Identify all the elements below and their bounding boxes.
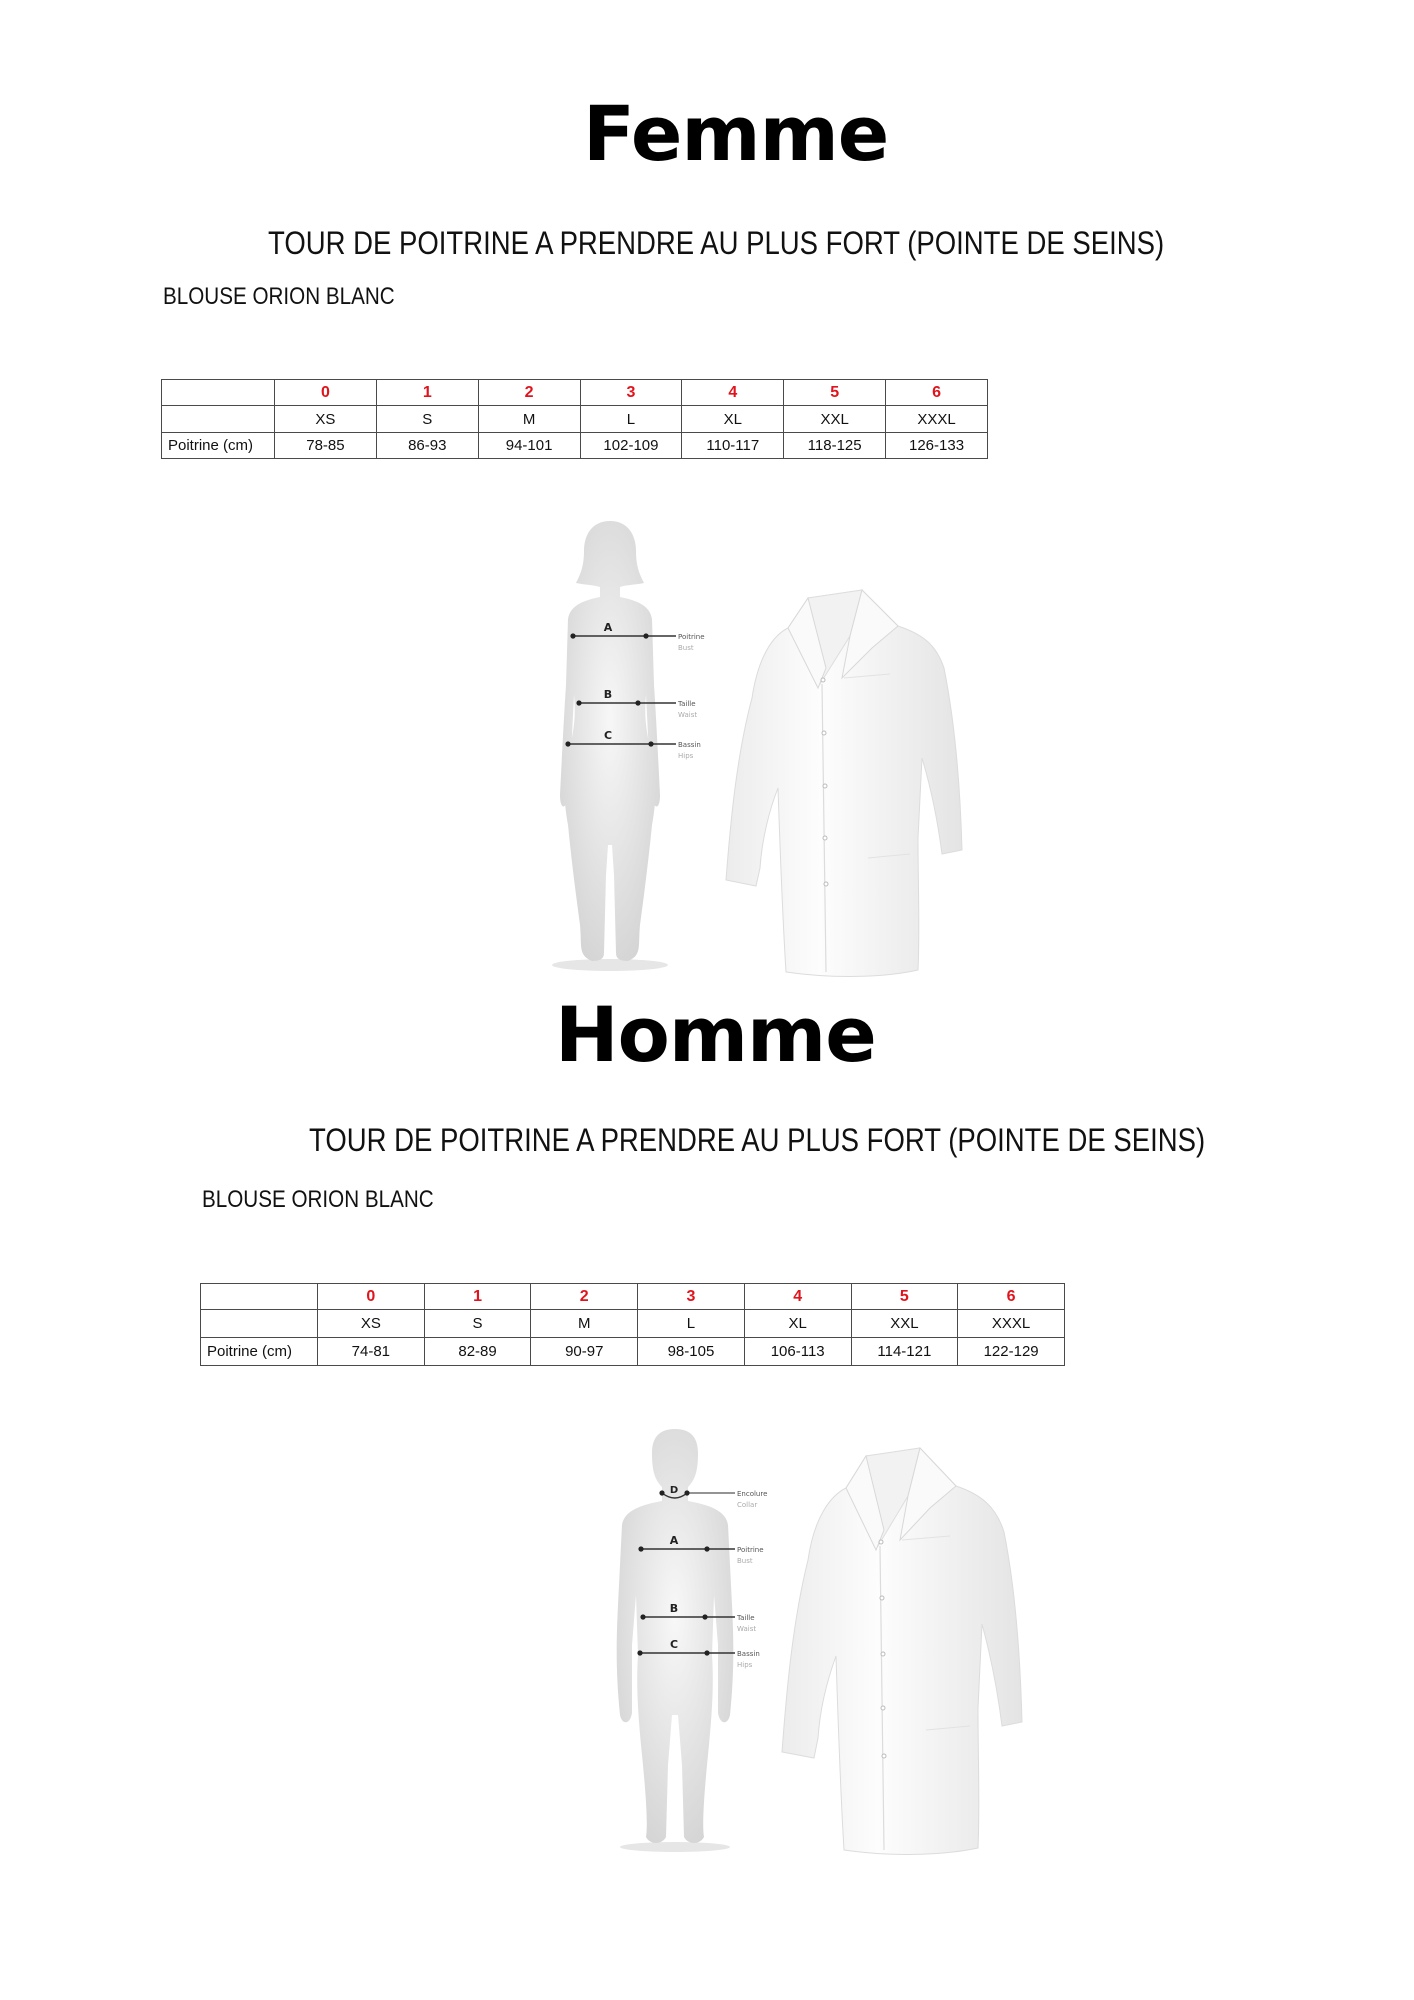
size-number: 1 bbox=[376, 380, 478, 406]
measurement-instruction-homme: TOUR DE POITRINE A PRENDRE AU PLUS FORT (POINTE DE SEINS) bbox=[309, 1122, 1206, 1158]
size-number: 6 bbox=[886, 380, 988, 406]
size-number: 4 bbox=[744, 1284, 851, 1310]
size-label: XS bbox=[318, 1310, 425, 1338]
size-number: 2 bbox=[478, 380, 580, 406]
svg-text:Hips: Hips bbox=[678, 752, 694, 760]
lab-coat-icon bbox=[722, 588, 964, 980]
measure-value: 118-125 bbox=[784, 433, 886, 459]
female-body-measurement-figure bbox=[540, 515, 710, 975]
size-label-row bbox=[162, 406, 988, 433]
measure-label: Poitrine (cm) bbox=[162, 433, 275, 459]
lab-coat-icon bbox=[778, 1446, 1024, 1858]
svg-text:C: C bbox=[669, 1638, 679, 1651]
measure-value: 126-133 bbox=[886, 433, 988, 459]
measurement-instruction-femme: TOUR DE POITRINE A PRENDRE AU PLUS FORT (POINTE DE SEINS) bbox=[268, 225, 1165, 261]
size-label: XL bbox=[744, 1310, 851, 1338]
measure-value: 122-129 bbox=[958, 1338, 1065, 1366]
svg-text:A: A bbox=[603, 621, 613, 634]
empty-cell bbox=[201, 1310, 318, 1338]
svg-text:Taille: Taille bbox=[678, 700, 696, 708]
size-number: 6 bbox=[958, 1284, 1065, 1310]
size-number: 0 bbox=[275, 380, 377, 406]
svg-text:Collar: Collar bbox=[737, 1501, 758, 1509]
measure-value: 94-101 bbox=[478, 433, 580, 459]
measure-value: 102-109 bbox=[580, 433, 682, 459]
svg-text:Bassin: Bassin bbox=[737, 1650, 760, 1658]
measure-value: 110-117 bbox=[682, 433, 784, 459]
size-number: 4 bbox=[682, 380, 784, 406]
size-label: M bbox=[531, 1310, 638, 1338]
size-number: 5 bbox=[851, 1284, 958, 1310]
size-label: S bbox=[376, 406, 478, 433]
lab-coat-image-femme bbox=[722, 588, 964, 980]
measure-value: 90-97 bbox=[531, 1338, 638, 1366]
svg-text:B: B bbox=[669, 1602, 679, 1615]
empty-cell bbox=[201, 1284, 318, 1310]
size-label: XL bbox=[682, 406, 784, 433]
svg-text:Encolure: Encolure bbox=[737, 1490, 768, 1498]
svg-text:D: D bbox=[669, 1485, 679, 1496]
measure-row bbox=[162, 433, 988, 459]
svg-text:C: C bbox=[603, 729, 613, 742]
empty-cell bbox=[162, 406, 275, 433]
measure-value: 78-85 bbox=[275, 433, 377, 459]
product-name-femme: BLOUSE ORION BLANC bbox=[163, 283, 395, 310]
svg-text:Poitrine: Poitrine bbox=[678, 633, 705, 641]
male-silhouette-icon bbox=[610, 1425, 790, 1855]
size-label: M bbox=[478, 406, 580, 433]
size-label: XXL bbox=[851, 1310, 958, 1338]
svg-text:B: B bbox=[603, 688, 613, 701]
size-number-row bbox=[162, 380, 988, 406]
svg-text:Poitrine: Poitrine bbox=[737, 1546, 764, 1554]
section-title-homme: Homme bbox=[555, 990, 876, 1079]
male-body-measurement-figure bbox=[610, 1425, 790, 1855]
size-label: XXXL bbox=[886, 406, 988, 433]
size-number: 2 bbox=[531, 1284, 638, 1310]
measure-value: 86-93 bbox=[376, 433, 478, 459]
measure-label: Poitrine (cm) bbox=[201, 1338, 318, 1366]
svg-text:Bassin: Bassin bbox=[678, 741, 701, 749]
size-label-row bbox=[201, 1310, 1065, 1338]
measure-value: 106-113 bbox=[744, 1338, 851, 1366]
svg-text:Bust: Bust bbox=[678, 644, 694, 652]
lab-coat-image-homme bbox=[778, 1446, 1024, 1858]
size-number-row bbox=[201, 1284, 1065, 1310]
size-label: L bbox=[638, 1310, 745, 1338]
size-number: 0 bbox=[318, 1284, 425, 1310]
svg-text:Bust: Bust bbox=[737, 1557, 753, 1565]
size-table-homme bbox=[200, 1283, 1065, 1366]
size-label: S bbox=[424, 1310, 531, 1338]
size-label: XS bbox=[275, 406, 377, 433]
svg-text:Taille: Taille bbox=[737, 1614, 755, 1622]
svg-text:Waist: Waist bbox=[737, 1625, 757, 1633]
measure-value: 82-89 bbox=[424, 1338, 531, 1366]
size-number: 1 bbox=[424, 1284, 531, 1310]
empty-cell bbox=[162, 380, 275, 406]
measure-value: 98-105 bbox=[638, 1338, 745, 1366]
measure-row bbox=[201, 1338, 1065, 1366]
size-label: XXL bbox=[784, 406, 886, 433]
section-title-femme: Femme bbox=[583, 89, 889, 178]
svg-text:Hips: Hips bbox=[737, 1661, 753, 1669]
size-label: XXXL bbox=[958, 1310, 1065, 1338]
size-number: 3 bbox=[638, 1284, 745, 1310]
measure-value: 74-81 bbox=[318, 1338, 425, 1366]
size-number: 5 bbox=[784, 380, 886, 406]
svg-text:A: A bbox=[669, 1534, 679, 1547]
svg-text:Waist: Waist bbox=[678, 711, 698, 719]
measure-value: 114-121 bbox=[851, 1338, 958, 1366]
female-silhouette-icon bbox=[540, 515, 710, 975]
size-table-femme bbox=[161, 379, 988, 459]
product-name-homme: BLOUSE ORION BLANC bbox=[202, 1186, 434, 1213]
size-number: 3 bbox=[580, 380, 682, 406]
size-label: L bbox=[580, 406, 682, 433]
